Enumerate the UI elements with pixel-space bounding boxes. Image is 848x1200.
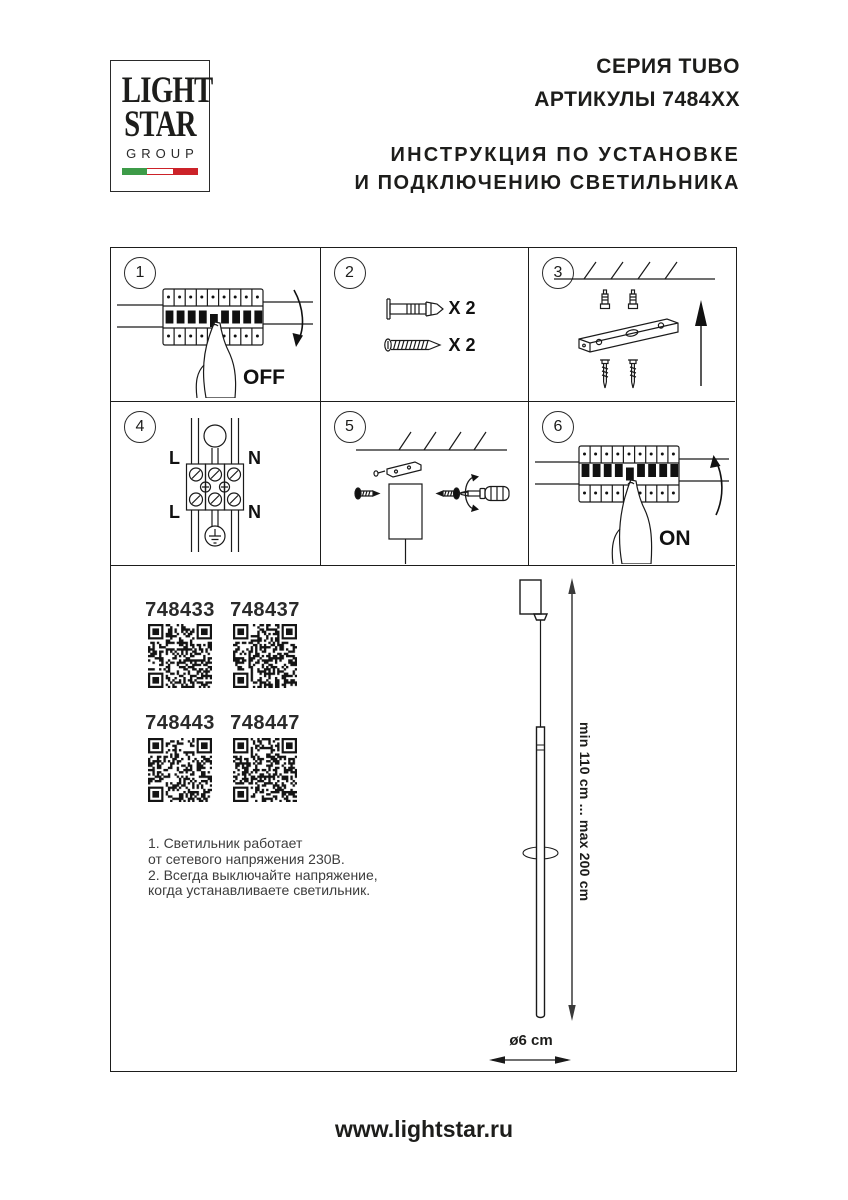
footer-url: www.lightstar.ru bbox=[334, 1116, 514, 1142]
diameter-arrow bbox=[489, 1056, 571, 1063]
screw-icon bbox=[355, 488, 379, 499]
step-cell-2 bbox=[321, 248, 530, 402]
wire-label-neutral-bottom: N bbox=[248, 501, 261, 522]
qr-article-number: 748447 bbox=[230, 712, 300, 734]
arrow-up-icon bbox=[710, 455, 722, 515]
qr-code bbox=[233, 738, 297, 802]
canopy-fixing-illustration bbox=[321, 402, 528, 564]
lightstar-logo bbox=[110, 60, 213, 192]
step-cell-6 bbox=[529, 402, 735, 566]
qr-code bbox=[148, 738, 212, 802]
flag-white-segment bbox=[147, 168, 172, 175]
qr-code bbox=[148, 624, 212, 688]
logo-word-group: GROUP bbox=[126, 146, 199, 161]
screw-qty-label: X 2 bbox=[448, 335, 476, 355]
terminal-screws bbox=[190, 468, 241, 506]
dowel-qty-label: X 2 bbox=[448, 298, 476, 318]
arrow-down-icon bbox=[293, 290, 304, 347]
flag-red-segment bbox=[173, 168, 198, 175]
arrow-up-icon bbox=[695, 300, 707, 386]
loop-icon bbox=[204, 425, 226, 447]
qr-article-number: 748437 bbox=[230, 599, 300, 621]
italy-flag-icon bbox=[122, 168, 198, 175]
note-line: от сетевого напряжения 230В. bbox=[148, 850, 345, 867]
screw-icon bbox=[384, 339, 439, 351]
bracket-mounting-illustration bbox=[529, 248, 735, 398]
series-title: СЕРИЯ TUBO bbox=[596, 55, 740, 78]
height-dimension-arrow bbox=[568, 578, 575, 1021]
canopy-connector bbox=[534, 614, 547, 620]
wire-label-live-bottom: L bbox=[169, 501, 180, 522]
instruction-title-line1: ИНСТРУКЦИЯ ПО УСТАНОВКЕ bbox=[390, 144, 740, 166]
step-number-badge: 1 bbox=[124, 257, 156, 289]
screw-icon bbox=[600, 360, 610, 388]
height-dimension-label: min 110 cm ... max 200 cm bbox=[577, 722, 593, 902]
step-cell-3 bbox=[529, 248, 735, 402]
screw-icon bbox=[628, 360, 638, 388]
diameter-label: ø6 cm bbox=[509, 1032, 553, 1049]
ground-symbol-icon bbox=[205, 526, 225, 546]
header bbox=[354, 55, 740, 195]
note-line: когда устанавливаете светильник. bbox=[148, 882, 371, 899]
notes bbox=[148, 836, 378, 899]
articles-title: АРТИКУЛЫ 7484XX bbox=[534, 88, 740, 111]
bracket-icon bbox=[374, 462, 421, 477]
bracket-icon bbox=[579, 319, 678, 352]
canopy-icon bbox=[389, 484, 422, 539]
logo-word-star: STAR bbox=[124, 104, 196, 145]
step-number-badge: 6 bbox=[542, 411, 574, 443]
dowel-icon bbox=[387, 299, 443, 319]
wire-label-neutral-top: N bbox=[248, 447, 261, 468]
breaker-on-illustration bbox=[529, 402, 735, 564]
step-cell-4 bbox=[111, 402, 321, 566]
logo-word-light: LIGHT bbox=[121, 70, 213, 111]
screw-icon bbox=[437, 488, 460, 499]
instruction-title-line2: И ПОДКЛЮЧЕНИЮ СВЕТИЛЬНИКА bbox=[354, 172, 740, 194]
on-label: ON bbox=[659, 526, 691, 550]
canopy bbox=[520, 580, 541, 614]
step-number-badge: 3 bbox=[542, 257, 574, 289]
qr-code bbox=[233, 624, 297, 688]
anchor-icon bbox=[601, 290, 610, 309]
anchor-icon bbox=[629, 290, 638, 309]
step-cell-1 bbox=[111, 248, 321, 402]
step-number-badge: 4 bbox=[124, 411, 156, 443]
flag-green-segment bbox=[122, 168, 147, 175]
breaker-off-illustration bbox=[111, 248, 319, 398]
step-number-badge: 2 bbox=[334, 257, 366, 289]
wire-label-live-top: L bbox=[169, 447, 180, 468]
terminal-wiring-diagram bbox=[111, 402, 319, 564]
tube bbox=[537, 727, 545, 1018]
step-cell-5 bbox=[321, 402, 530, 566]
qr-article-number: 748443 bbox=[145, 712, 215, 734]
step-number-badge: 5 bbox=[334, 411, 366, 443]
qr-article-number: 748433 bbox=[145, 599, 215, 621]
dowel-and-screw-illustration bbox=[321, 248, 528, 398]
off-label: OFF bbox=[243, 366, 285, 389]
note-line: 1. Светильник работает bbox=[148, 835, 303, 851]
note-line: 2. Всегда выключайте напряжение, bbox=[148, 866, 378, 883]
